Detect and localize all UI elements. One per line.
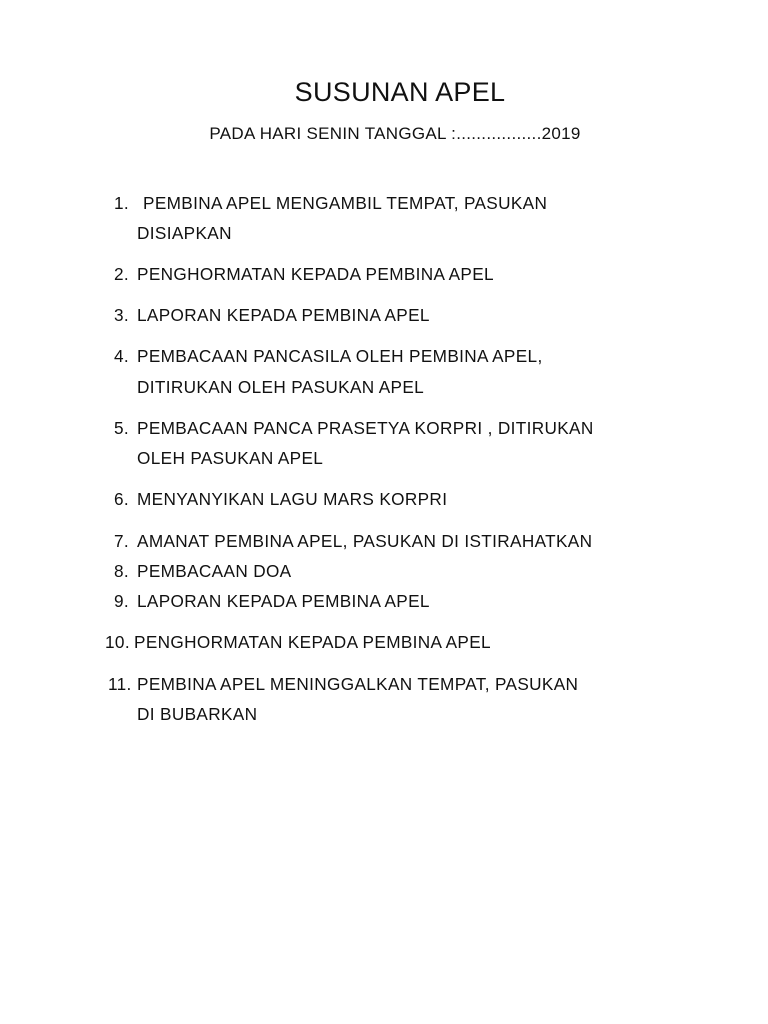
item-text: MENYANYIKAN LAGU MARS KORPRI (137, 489, 448, 509)
item-number: 10. (105, 632, 130, 652)
item-text: DITIRUKAN OLEH PASUKAN APEL (137, 377, 425, 397)
item-number: 2. (114, 264, 130, 284)
item-number: 7. (114, 531, 130, 551)
item-number: 9. (114, 591, 130, 611)
item-text: LAPORAN KEPADA PEMBINA APEL (137, 305, 430, 325)
item-number: 3. (114, 305, 130, 325)
item-text: PEMBINA APEL MENGAMBIL TEMPAT, PASUKAN (143, 193, 548, 213)
item-text: PENGHORMATAN KEPADA PEMBINA APEL (137, 264, 494, 284)
item-text: LAPORAN KEPADA PEMBINA APEL (137, 591, 430, 611)
item-number: 5. (114, 418, 130, 438)
item-number: 6. (114, 489, 130, 509)
item-text: AMANAT PEMBINA APEL, PASUKAN DI ISTIRAHATKAN (137, 531, 593, 551)
item-text: DI BUBARKAN (137, 704, 258, 724)
item-number: 8. (114, 561, 130, 581)
item-text: PEMBACAAN PANCA PRASETYA KORPRI , DITIRUKAN (137, 418, 594, 438)
document-title: SUSUNAN APEL (294, 77, 506, 107)
item-number: 1. (114, 193, 130, 213)
item-number: 4. (114, 346, 130, 366)
item-text: DISIAPKAN (137, 223, 232, 243)
item-text: PEMBINA APEL MENINGGALKAN TEMPAT, PASUKAN (137, 674, 579, 694)
item-text: PEMBACAAN DOA (137, 561, 292, 581)
item-text: OLEH PASUKAN APEL (137, 448, 324, 468)
document-subtitle: PADA HARI SENIN TANGGAL :.................2019 (209, 124, 581, 143)
item-text: PEMBACAAN PANCASILA OLEH PEMBINA APEL, (137, 346, 543, 366)
item-text: PENGHORMATAN KEPADA PEMBINA APEL (134, 632, 491, 652)
item-number: 11. (108, 674, 132, 694)
